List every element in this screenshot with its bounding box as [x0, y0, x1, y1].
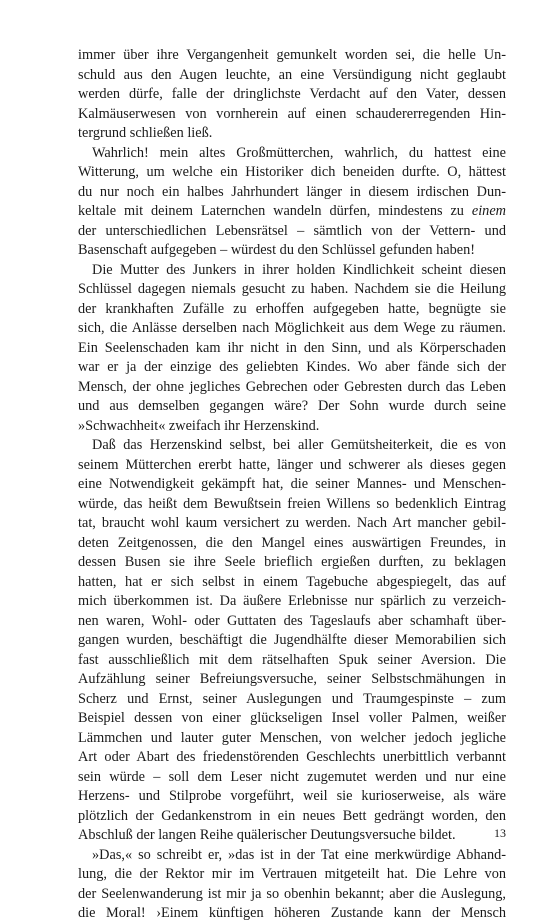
text-line: Daß das Herzenskind selbst, bei aller Gemütsheiterkeit, die es von — [92, 437, 506, 453]
text-line: hatten, hat er sich selbst in einem Tagebuche abgespiegelt, das auf — [78, 573, 506, 590]
text-line: Art oder Abart des friedenstörenden Geschlechts unerbittlich verbannt — [78, 749, 506, 765]
text-line: Mensch, der ohne jegliches Gebrechen oder Gebresten durch das Leben — [78, 378, 506, 395]
text-line: Abschluß der langen Reihe quälerischer Deutungsversuche bildet. — [78, 827, 456, 843]
text-line: der unterschiedlichen Lebensrätsel – sämtlich von der Vettern- und — [78, 222, 506, 239]
text-line: die Moral! ›Einem künftigen höheren Zustande kann der Mensch — [78, 905, 506, 921]
text-line: Basenschaft aufgegeben – würdest du den Schlüssel gefunden haben! — [78, 242, 476, 258]
text-line: Witterung, um welche ein Historiker dich beneiden durfte. O, hättest — [78, 164, 506, 180]
text-line: sein würde – soll dem Leser nicht zugemutet werden und nur eine — [78, 768, 506, 785]
text-line: deten Zeitgenossen, die den Mangel eines auswärtigen Freundes, in — [78, 534, 506, 551]
text-line: Ein Seelenschaden kam ihr nicht in den Sinn, und als Körperschaden — [78, 339, 506, 356]
text-line: Scherz und Ernst, seiner Auslegungen und Traumgespinste – zum — [78, 690, 506, 707]
text-line: Aufzählung seiner Befreiungsversuche, seiner Selbstschmähungen in — [78, 671, 506, 687]
text-line: »Das,« so schreibt er, »das ist in der Tat eine merkwürdige Abhand- — [92, 846, 506, 863]
text-line: lung, die der Rektor mir im Vertrauen mitgeteilt hat. Die Lehre von — [78, 866, 506, 882]
text-line: keltale mit deinem Laternchen wandeln dürfen, mindestens zu einem — [78, 203, 506, 219]
text-line: Schlüssel dagegen niemals gesucht zu haben. Nachdem sie die Heilung — [78, 281, 506, 297]
text-line: plötzlich der Gedankenstrom in ein neues Bett gedrängt worden, den — [78, 807, 506, 824]
text-line: und aus demselben gegangen wäre? Der Sohn wurde durch seine — [78, 398, 506, 414]
text-line: eine Notwendigkeit gekämpft hat, die seiner Mannes- und Menschen- — [78, 476, 506, 492]
text-line: schuld aus den Augen leuchte, an eine Versündigung nicht geglaubt — [78, 66, 506, 83]
page-number: 13 — [494, 826, 506, 840]
text-line: Kalmäuserwesen von vornherein auf einen schaudererregenden Hin- — [78, 105, 506, 122]
text-line: sich, die Anlässe derselben nach Möglichkeit aus dem Wege zu räumen. — [78, 320, 506, 336]
emphasized-word: einem — [471, 203, 506, 219]
text-line: Lämmchen und lauter guter Menschen, von welcher jedoch jegliche — [78, 729, 506, 746]
text-line: werden dürfe, falle der dringlichste Verdacht auf den Vater, dessen — [78, 86, 506, 102]
text-line: immer über ihre Vergangenheit gemunkelt worden sei, die helle Un- — [78, 47, 506, 63]
text-line: tergrund schließen ließ. — [78, 125, 213, 141]
text-line: gangen wurden, beschäftigt die Jugendhälfte dieser Memorabilien sich — [78, 632, 506, 648]
text-line: Wahrlich! mein altes Großmütterchen, wahrlich, du hattest eine — [92, 144, 506, 161]
text-line: der Seelenwanderung ist mir ja so obenhin bekannt; aber die Auslegung, — [78, 885, 506, 902]
text-line: mich überkommen ist. Da äußere Erlebnisse nur spärlich zu verzeich- — [78, 593, 506, 609]
text-line: Beispiel dessen von einer glückseligen Insel voller Palmen, weißer — [78, 710, 506, 726]
text-line: fast ausschließlich mit dem rätselhaften Spuk seiner Aversion. Die — [78, 651, 506, 668]
text-line: nen waren, Wohl- oder Guttaten des Tageslaufs aber schamhaft über- — [78, 612, 506, 629]
text-line: Herzens- und Stilprobe vorgeführt, weil sie kurioserweise, als wäre — [78, 788, 506, 804]
text-line: dessen Busen sie ihre Seele brieflich ergießen durften, zu beklagen — [78, 554, 506, 570]
text-line: seinem Mütterchen ererbt hatte, länger und schwerer als dieses gegen — [78, 456, 506, 473]
text-line: tat, braucht wohl kaum versichert zu werden. Nach Art mancher gebil- — [78, 515, 506, 531]
text-line: würde, das heißt dem Bewußtsein freien Willens so bedenklich Eintrag — [78, 495, 506, 512]
text-line: »Schwachheit« zweifach ihr Herzenskind. — [78, 417, 320, 434]
text-line: du nur noch ein halbes Jahrhundert länger in diesem irdischen Dun- — [78, 183, 506, 200]
text-line: war er ja der einzige des geliebten Kindes. Wo aber fände sich der — [78, 359, 506, 375]
page-body — [78, 46, 506, 924]
text-line: Die Mutter des Junkers in ihrer holden Kindlichkeit scheint diesen — [92, 261, 506, 278]
text-line: der krankhaften Zufälle zu erhoffen aufgegeben hatte, begnügte sie — [78, 300, 506, 317]
